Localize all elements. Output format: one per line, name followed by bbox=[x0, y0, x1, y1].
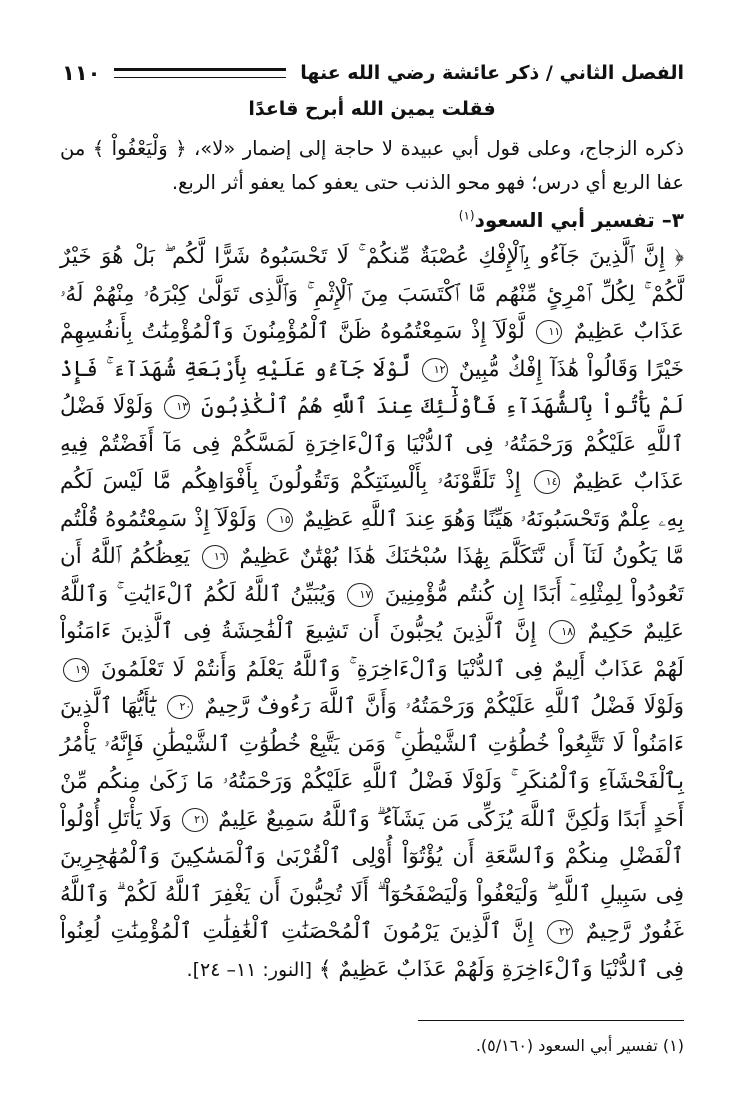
chapter-title: الفصل الثاني / ذكر عائشة رضي الله عنها bbox=[300, 62, 684, 84]
body-text bbox=[60, 98, 684, 989]
ayah-text: لَّوْلَا جَآءُو عَلَيْهِ بِأَرْبَعَةِ شُهَدَآءَ ۚ فَإِذْ لَمْ يَأْتُواْ بِٱلشُّهَدَآءِ فَأُوْلَٰٓئِكَ عِندَ ٱللَّهِ هُمُ ٱلْكَٰذِبُونَ bbox=[60, 356, 685, 419]
ayah-number-marker: ١٢ bbox=[422, 358, 448, 382]
header-rule bbox=[114, 68, 286, 78]
surah-citation: [النور: ١١– ٢٤]. bbox=[186, 958, 313, 981]
ayah-text: إِنَّ ٱلَّذِينَ يُحِبُّونَ أَن تَشِيعَ ٱلْفَٰحِشَةُ فِى ٱلَّذِينَ ءَامَنُواْ لَهُمْ عَذَابٌ أَلِيمٌ فِى ٱلدُّنْيَا وَٱلْءَاخِرَةِ ۚ وَٱللَّهُ يَعْلَمُ وَأَنتُمْ لَا تَعْلَمُونَ bbox=[60, 619, 684, 682]
ayah-number-marker: ١٥ bbox=[267, 508, 293, 532]
ayah-text: إِذْ تَلَقَّوْنَهُۥ بِأَلْسِنَتِكُمْ وَتَقُولُونَ بِأَفْوَاهِكُم مَّا لَيْسَ لَكُم بِهِۦ عِلْمٌ وَتَحْسَبُونَهُۥ هَيِّنًا وَهُوَ عِندَ ٱللَّهِ عَظِيمٌ bbox=[60, 469, 684, 532]
ayah-text: ﴿ إِنَّ ٱلَّذِينَ جَآءُو بِٱلْإِفْكِ عُصْبَةٌ مِّنكُمْ ۚ لَا تَحْسَبُوهُ شَرًّا لَّكُم ۖ بَلْ هُوَ خَيْرٌ لَّكُمْ ۚ لِكُلِّ ٱمْرِئٍ مِّنْهُم مَّا ٱكْتَسَبَ مِنَ ٱلْإِثْمِ ۚ وَٱلَّذِى تَوَلَّىٰ كِبْرَهُۥ مِنْهُمْ لَهُۥ عَذَابٌ عَظِيمٌ bbox=[60, 244, 684, 344]
footnote-reference: (١) bbox=[458, 208, 475, 223]
ayah-text: وَلَوْلَا فَضْلُ ٱللَّهِ عَلَيْكُمْ وَرَحْمَتُهُۥ وَأَنَّ ٱللَّهَ رَءُوفٌ رَّحِيمٌ bbox=[204, 694, 684, 719]
ayah-text: وَلَوْلَآ إِذْ سَمِعْتُمُوهُ قُلْتُم مَّا يَكُونُ لَنَآ أَن نَّتَكَلَّمَ بِهَٰذَا سُبْحَٰنَكَ هَٰذَا بُهْتَٰنٌ عَظِيمٌ bbox=[60, 506, 685, 569]
section-heading-text: ٣– تفسير أبي السعود bbox=[474, 208, 684, 232]
ayah-number-marker: ٢٠ bbox=[167, 695, 193, 719]
commentary-paragraph: ذكره الزجاج، وعلى قول أبي عبيدة لا حاجة إلى إضمار «لا»، ﴿ وَلْيَعْفُواْ ﴾ من عفا الربع أي درس؛ فهو محو الذنب حتى يعفو كما يعفو أثر الربع. bbox=[60, 137, 684, 194]
footnote: (١) تفسير أبي السعود (٥/١٦٠). bbox=[475, 1036, 684, 1055]
ayah-number-marker: ١٤ bbox=[534, 470, 560, 494]
ayah-number-marker: ١٣ bbox=[164, 395, 190, 419]
ayah-number-marker: ٢١ bbox=[182, 808, 208, 832]
ayah-text: وَلَا يَأْتَلِ أُوْلُواْ ٱلْفَضْلِ مِنكُمْ وَٱلسَّعَةِ أَن يُؤْتُوٓاْ أُوْلِى ٱلْقُرْبَىٰ وَٱلْمَسَٰكِينَ وَٱلْمُهَٰجِرِينَ فِى سَبِيلِ ٱللَّهِ ۖ وَلْيَعْفُواْ وَلْيَصْفَحُوٓاْ ۗ أَلَا تُحِبُّونَ أَن يَغْفِرَ ٱللَّهُ لَكُمْ ۗ وَٱللَّهُ غَفُورٌ رَّحِيمٌ bbox=[60, 806, 684, 944]
ayah-text: يَٰٓأَيُّهَا ٱلَّذِينَ ءَامَنُواْ لَا تَتَّبِعُواْ خُطُوَٰتِ ٱلشَّيْطَٰنِ ۚ وَمَن يَتَّبِعْ خُطُوَٰتِ ٱلشَّيْطَٰنِ فَإِنَّهُۥ يَأْمُرُ بِٱلْفَحْشَآءِ وَٱلْمُنكَرِ ۚ وَلَوْلَا فَضْلُ ٱللَّهِ عَلَيْكُمْ وَرَحْمَتُهُۥ مَا زَكَىٰ مِنكُم مِّنْ أَحَدٍ أَبَدًا وَلَٰكِنَّ ٱللَّهَ يُزَكِّى مَن يَشَآءُ ۗ وَٱللَّهُ سَمِيعٌ عَلِيمٌ bbox=[60, 694, 684, 832]
ayah-number-marker: ١٧ bbox=[347, 583, 373, 607]
ayah-text: وَلَوْلَا فَضْلُ ٱللَّهِ عَلَيْكُمْ وَرَحْمَتُهُۥ فِى ٱلدُّنْيَا وَٱلْءَاخِرَةِ لَمَسَّكُمْ فِى مَآ أَفَضْتُمْ فِيهِ عَذَابٌ عَظِيمٌ bbox=[60, 394, 684, 494]
ayah-number-marker: ١٨ bbox=[549, 620, 575, 644]
ayah-text: يَعِظُكُمُ ٱللَّهُ أَن تَعُودُواْ لِمِثْلِهِۦٓ أَبَدًا إِن كُنتُم مُّؤْمِنِينَ bbox=[60, 544, 684, 607]
quran-passage bbox=[60, 238, 684, 989]
footnote-rule bbox=[418, 1020, 684, 1021]
verse-title: فقلت يمين الله أبرح قاعدًا bbox=[248, 98, 496, 120]
ayah-number-marker: ٢٢ bbox=[547, 920, 573, 944]
ayah-number-marker: ١٦ bbox=[202, 545, 228, 569]
ayah-text: لَّوْلَآ إِذْ سَمِعْتُمُوهُ ظَنَّ ٱلْمُؤْمِنُونَ وَٱلْمُؤْمِنَٰتُ بِأَنفُسِهِمْ خَيْرًا وَقَالُواْ هَٰذَآ إِفْكٌ مُّبِينٌ bbox=[60, 319, 684, 382]
ayah-number-marker: ١٩ bbox=[63, 658, 89, 682]
ayah-text: وَيُبَيِّنُ ٱللَّهُ لَكُمُ ٱلْءَايَٰتِ ۚ وَٱللَّهُ عَلِيمٌ حَكِيمٌ bbox=[60, 581, 684, 644]
ayah-text: إِنَّ ٱلَّذِينَ يَرْمُونَ ٱلْمُحْصَنَٰتِ ٱلْغَٰفِلَٰتِ ٱلْمُؤْمِنَٰتِ لُعِنُواْ فِى ٱلدُّنْيَا وَٱلْءَاخِرَةِ وَلَهُمْ عَذَابٌ عَظِيمٌ ﴾ bbox=[60, 919, 684, 982]
ayah-number-marker: ١١ bbox=[536, 320, 562, 344]
section-heading bbox=[60, 208, 684, 232]
page-number: ١١٠ bbox=[62, 61, 101, 85]
running-header bbox=[62, 58, 684, 88]
